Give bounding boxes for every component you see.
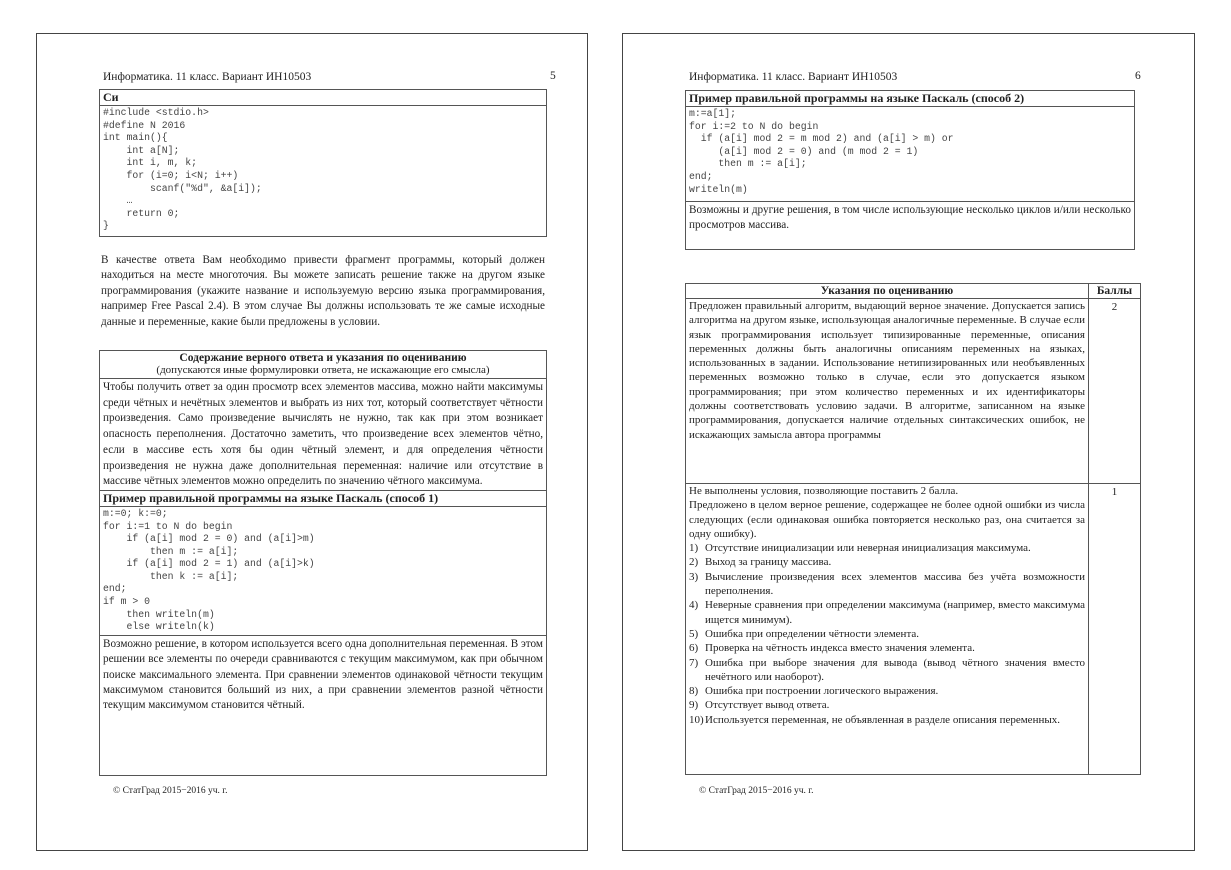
item-number: 2)	[689, 556, 699, 569]
criteria-heading	[100, 351, 546, 379]
item-number: 8)	[689, 685, 699, 698]
grading-row-2-points: 2	[1089, 299, 1141, 484]
col-points-header: Баллы	[1089, 284, 1141, 299]
item-text: Выход за границу массива.	[705, 556, 832, 569]
pascal2-note: Возможны и другие решения, в том числе использующие несколько циклов и/или несколько просмотров массива.	[689, 204, 1131, 231]
grading-row-1-points: 1	[1089, 484, 1141, 775]
list-item	[689, 598, 1085, 627]
list-item	[689, 698, 1085, 712]
list-item	[689, 641, 1085, 655]
page-footer: © СтатГрад 2015−2016 уч. г.	[699, 786, 814, 796]
row1-description: Предложено в целом верное решение, содержащее не более одной ошибки из числа следующих (если одинаковая ошибка повторяется несколько раз, она считается за одну ошибку).	[689, 499, 1085, 540]
item-number: 6)	[689, 642, 699, 655]
grading-row-1	[686, 484, 1141, 775]
page-header: Информатика. 11 класс. Вариант ИН10503	[103, 71, 312, 83]
pascal1-title: Пример правильной программы на языке Паскаль (способ 1)	[100, 490, 546, 507]
list-item	[689, 627, 1085, 641]
answer-criteria-block	[99, 350, 547, 776]
list-item	[689, 684, 1085, 698]
item-text: Ошибка при построении логического выражения.	[705, 685, 939, 698]
item-text: Отсутствует вывод ответа.	[705, 699, 830, 712]
item-text: Ошибка при определении чётности элемента.	[705, 627, 920, 640]
grading-header-row	[686, 284, 1141, 299]
pascal2-block	[685, 90, 1135, 250]
list-item	[689, 713, 1085, 727]
grading-row-2-text: Предложен правильный алгоритм, выдающий верное значение. Допускается запись алгоритма на другом языке, использующая аналогичные переменные. В случае если язык программирования использует типизированные переменные, описания переменных должны быть аналогичны описаниям переменных на языках, использованных в задании. Использование нетипизированных или необъявленных переменных возможно только в случае, если это допускается языком программирования; при этом количество переменных и их идентификаторы должны соответствовать условию задачи. В алгоритме, записанном на языке программирования, допускается наличие отдельных синтаксических ошибок, не искажающих замысла автора программы	[686, 299, 1089, 484]
list-item	[689, 541, 1085, 555]
item-number: 9)	[689, 699, 699, 712]
item-text: Используется переменная, не объявленная в разделе описания переменных.	[705, 713, 1060, 726]
col-criteria-header: Указания по оцениванию	[686, 284, 1089, 299]
item-number: 1)	[689, 542, 699, 555]
grading-row-2	[686, 299, 1141, 484]
item-text: Вычисление произведения всех элементов массива без учёта возможности переполнения.	[705, 570, 1085, 598]
c-code: #include <stdio.h> #define N 2016 int main(){ int a[N]; int i, m, k; for (i=0; i<N; i++) scanf("%d", &a[i]); … return 0; }	[103, 107, 262, 232]
page-number: 6	[1135, 70, 1141, 82]
pascal1-code: m:=0; k:=0; for i:=1 to N do begin if (a[i] mod 2 = 0) and (a[i]>m) then m := a[i]; if (a[i] mod 2 = 1) and (a[i]>k) then k := a[i]; end; if m > 0 then writeln(m) else writeln(k)	[100, 507, 546, 636]
criteria-title: Содержание верного ответа и указания по оцениванию	[179, 352, 467, 364]
item-number: 10)	[689, 713, 704, 726]
item-text: Неверные сравнения при определении максимума (например, вместо максимума ищется минимум).	[705, 599, 1085, 626]
item-number: 4)	[689, 599, 699, 612]
page-5	[36, 33, 588, 851]
c-code-title: Си	[100, 90, 546, 106]
c-code-block	[99, 89, 547, 237]
list-item	[689, 555, 1085, 569]
list-item	[689, 656, 1085, 685]
page-footer: © СтатГрад 2015−2016 уч. г.	[113, 786, 228, 796]
row1-condition: Не выполнены условия, позволяющие поставить 2 балла.	[689, 485, 959, 497]
page-number: 5	[550, 70, 556, 82]
item-text: Ошибка при выборе значения для вывода (вывод чётного значения вместо нечётного или наоборот).	[705, 656, 1085, 683]
item-number: 7)	[689, 656, 699, 669]
pascal1-note: Возможно решение, в котором используется всего одна дополнительная переменная. В этом решении все элементы по очереди сравниваются с текущим максимумом, как при обычном поиске максимального элемента. При сравнении элементов одинаковой чётности текущим максимумом становится больший из них, а при сравнении элементов разной чётности текущим максимумом становится чётный.	[103, 637, 543, 712]
page-header: Информатика. 11 класс. Вариант ИН10503	[689, 71, 898, 83]
page-6	[622, 33, 1195, 851]
pascal2-title: Пример правильной программы на языке Паскаль (способ 2)	[686, 91, 1134, 107]
item-text: Проверка на чётность индекса вместо значения элемента.	[705, 642, 975, 655]
item-number: 5)	[689, 627, 699, 640]
grading-row-1-text	[686, 484, 1089, 775]
list-item	[689, 570, 1085, 599]
item-text: Отсутствие инициализации или неверная инициализация максимума.	[705, 542, 1031, 555]
item-number: 3)	[689, 570, 699, 583]
grading-table	[685, 283, 1141, 775]
criteria-subtitle: (допускаются иные формулировки ответа, не искажающие его смысла)	[156, 364, 490, 376]
criteria-text: Чтобы получить ответ за один просмотр всех элементов массива, можно найти максимумы среди чётных и нечётных элементов и выбрать из них тот, который соответствует чётности произведения. Само произведение вычислять не нужно, так как при этом возникает опасность переполнения. Достаточно заметить, что произведение всех элементов чётно, если в массиве есть хотя бы один чётный элемент, и для определения чётности произведения не нужна даже дополнительная переменная: наличие или отсутствие в массиве чётных элементов можно определить по значению чётного максимума.	[103, 381, 543, 488]
intro-text: В качестве ответа Вам необходимо привести фрагмент программы, который должен находиться на месте многоточия. Вы можете записать решение также на другом языке программирования (укажите название и используемую версию языка программирования, например Free Pascal 2.4). В этом случае Вы должны использовать те же самые исходные данные и переменные, какие были предложены в условии.	[101, 254, 545, 328]
pascal2-code: m:=a[1]; for i:=2 to N do begin if (a[i] mod 2 = m mod 2) and (a[i] > m) or (a[i] mod 2 = 0) and (m mod 2 = 1) then m := a[i]; end; writeln(m)	[686, 107, 1134, 202]
